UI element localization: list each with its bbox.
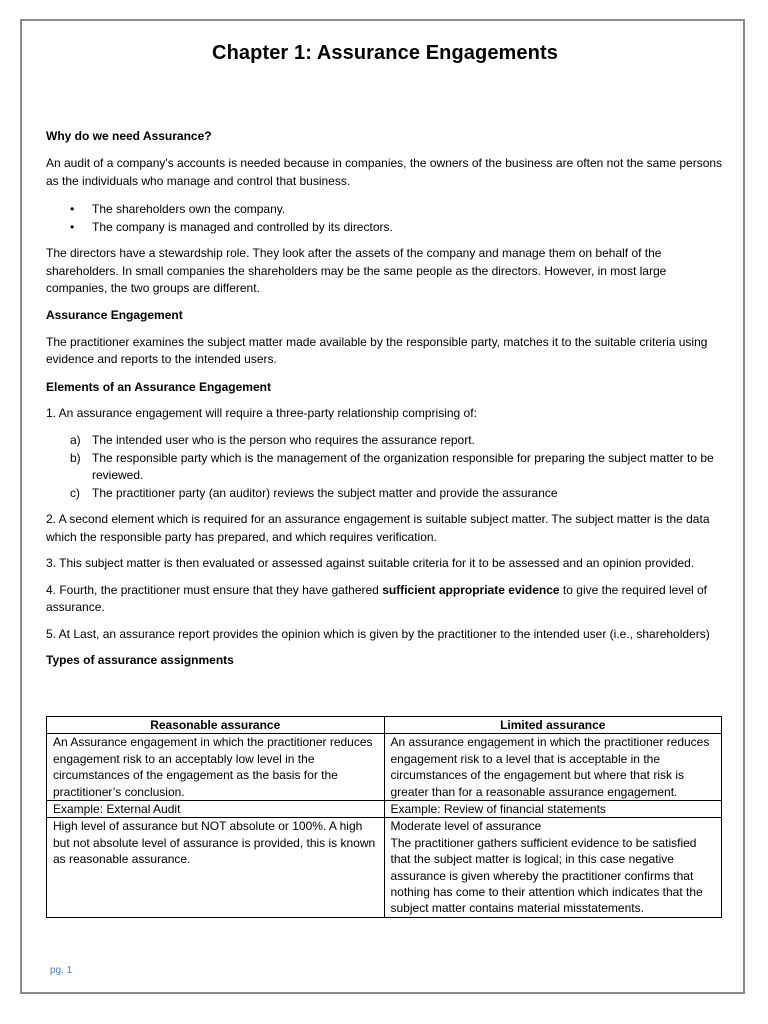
page-number: pg. 1 [50,965,73,976]
list-item: c) The practitioner party (an auditor) reviews the subject matter and provide the assurance [70,485,558,500]
paragraph-stewardship: The directors have a stewardship role. They look after the assets of the company and manage them on behalf of the shareholders. In small companies the shareholders may be the same people as the directors. However, in most large companies, the two groups are different. [46,246,667,295]
elements-item-4: 4. Fourth, the practitioner must ensure that they have gathered sufficient appropriate evidence to give the required level of assurance. [46,582,708,614]
table-cell: An assurance engagement in which the practitioner reduces engagement risk to a level that is acceptable in the circumstances of the engagement but where that risk is greater than for a reasonable assurance engagement. [384,734,722,801]
list-item: • The shareholders own the company. [70,202,286,216]
heading-why-assurance: Why do we need Assurance? [46,129,212,143]
elements-item-5: 5. At Last, an assurance report provides the opinion which is given by the practitioner to the intended user (i.e., shareholders) [46,626,710,641]
table-cell: High level of assurance but NOT absolute or 100%. A high but not absolute level of assurance is provided, this is known as reasonable assurance. [47,818,385,917]
shareholder-bullet-list [46,200,724,236]
table-cell: Example: External Audit [47,801,385,818]
column-header-reasonable: Reasonable assurance [47,717,385,734]
heading-types: Types of assurance assignments [46,653,234,667]
column-header-limited: Limited assurance [384,717,722,734]
assurance-types-table [46,716,722,918]
table-header-row [47,717,722,734]
list-item: b) The responsible party which is the management of the organization responsible for preparing the subject matter to be reviewed. [70,450,714,482]
elements-item-2: 2. A second element which is required for an assurance engagement is suitable subject matter. The subject matter is the data which the responsible party has prepared, and which requires verification. [46,512,710,544]
table-row [47,801,722,818]
heading-assurance-engagement: Assurance Engagement [46,307,183,322]
list-item: a) The intended user who is the person who requires the assurance report. [70,433,475,447]
emphasis-sufficient-evidence: sufficient appropriate evidence [382,582,560,597]
bullet-icon: • [70,202,75,216]
table-cell: Example: Review of financial statements [384,801,722,818]
table-row [47,734,722,801]
page-title: Chapter 1: Assurance Engagements [212,42,558,64]
heading-elements: Elements of an Assurance Engagement [46,379,271,394]
list-item: • The company is managed and controlled by its directors. [70,220,393,234]
three-party-list [46,432,724,502]
paragraph-assurance-engagement: The practitioner examines the subject matter made available by the responsible party, matches it to the suitable criteria using evidence and reports to the intended users. [46,334,708,366]
paragraph-why-assurance: An audit of a company's accounts is needed because in companies, the owners of the business are often not the same persons as the individuals who manage and control that business. [46,156,723,188]
table-cell: Moderate level of assurance The practitioner gathers sufficient evidence to be satisfied that the subject matter is logical; in this case negative assurance is given whereby the practitioner confirms that nothing has come to their attention which indicates that the subject matter contains material misstatements. [384,818,722,917]
bullet-icon: • [70,220,75,234]
table-cell: An Assurance engagement in which the practitioner reduces engagement risk to an acceptably low level in the circumstances of the engagement as the basis for the practitioner’s conclusion. [47,734,385,801]
elements-item-3: 3. This subject matter is then evaluated or assessed against suitable criteria for it to be assessed and an opinion provided. [46,556,695,570]
elements-item-1: 1. An assurance engagement will require a three-party relationship comprising of: [46,405,477,420]
table-row [47,818,722,917]
document-body [46,42,724,669]
